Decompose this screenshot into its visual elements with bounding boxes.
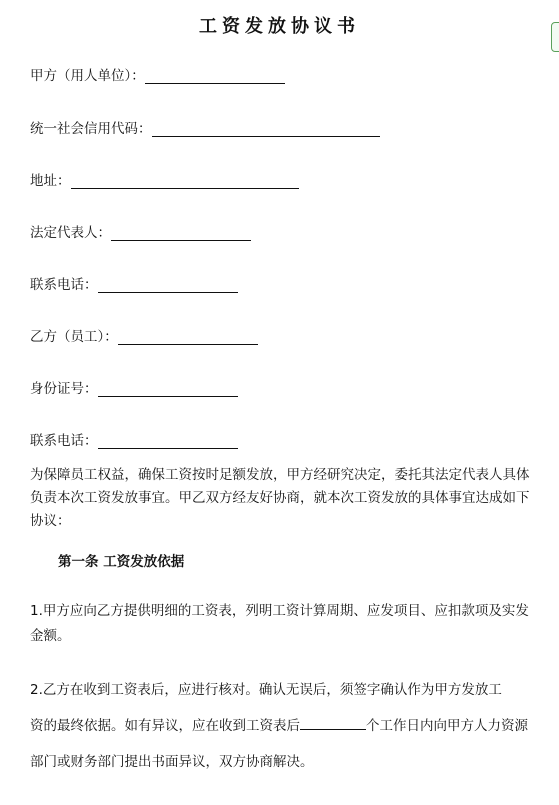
field-label: 身份证号： <box>30 381 98 397</box>
field-label: 联系电话： <box>30 277 98 293</box>
fill-in-blank[interactable] <box>71 174 299 189</box>
field-label: 联系电话： <box>30 433 98 449</box>
fill-in-blank[interactable] <box>111 226 251 241</box>
address-field <box>30 169 299 189</box>
clause-2-text-b: 个工作日内向甲方人力资源部门或财务部门提出书面异议，双方协商解决。 <box>30 718 528 770</box>
field-label: 统一社会信用代码： <box>30 121 152 137</box>
fill-in-blank[interactable] <box>118 330 258 345</box>
intro-paragraph: 为保障员工权益，确保工资按时足额发放，甲方经研究决定，委托其法定代表人具体负责本次工资发放事宜。甲乙双方经友好协商，就本次工资发放的具体事宜达成如下协议： <box>30 467 530 529</box>
field-label: 地址： <box>30 173 71 189</box>
fill-in-blank[interactable] <box>98 278 238 293</box>
clause-2 <box>30 672 535 780</box>
legal-rep-field <box>30 221 251 241</box>
clause-2-line-1: 2.乙方在收到工资表后，应进行核对。确认无误后，须签字确认作为甲方发放工 <box>30 682 502 698</box>
field-label: 乙方（员工）： <box>30 329 118 345</box>
field-label: 法定代表人： <box>30 225 111 241</box>
article-1-heading: 第一条 工资发放依据 <box>58 554 185 570</box>
phone-b-field <box>30 429 238 449</box>
document-title: 工资发放协议书 <box>199 16 360 37</box>
fill-in-blank[interactable] <box>98 382 238 397</box>
party-b-field <box>30 325 258 345</box>
party-a-field <box>30 64 285 84</box>
id-number-field <box>30 377 238 397</box>
fill-in-blank[interactable] <box>98 434 238 449</box>
field-label: 甲方（用人单位）： <box>30 68 145 84</box>
side-panel-tab[interactable] <box>551 22 559 52</box>
phone-a-field <box>30 273 238 293</box>
fill-in-blank[interactable] <box>152 122 380 137</box>
credit-code-field <box>30 117 380 137</box>
fill-in-blank[interactable] <box>145 69 285 84</box>
clause-2-text-a: 资的最终依据。如有异议，应在收到工资表后 <box>30 718 300 734</box>
clause-1: 1.甲方应向乙方提供明细的工资表，列明工资计算周期、应发项目、应扣款项及实发金额。 <box>30 603 529 644</box>
fill-in-blank[interactable] <box>300 716 366 730</box>
